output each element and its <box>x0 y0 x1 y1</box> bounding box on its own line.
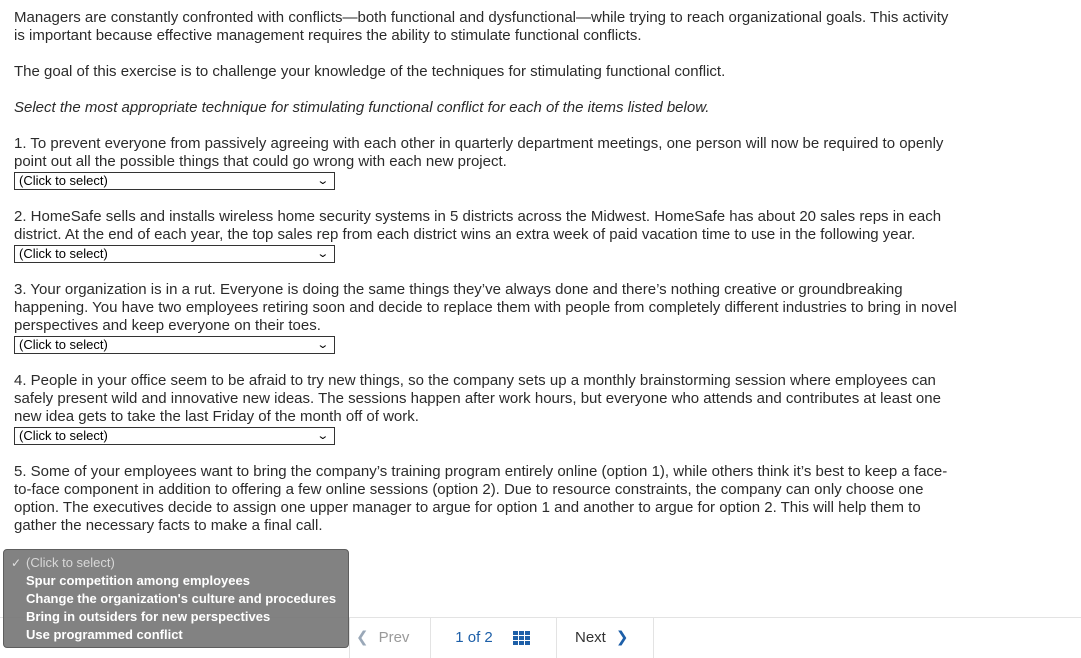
assignment-content <box>14 9 959 553</box>
chevron-down-icon: ⌄ <box>316 339 330 351</box>
grid-icon <box>513 631 531 645</box>
prev-button[interactable] <box>349 618 431 658</box>
check-icon: ✓ <box>11 556 22 570</box>
select-value: (Click to select) <box>19 246 108 261</box>
prev-label: Prev <box>378 629 410 646</box>
next-button[interactable] <box>557 618 654 658</box>
next-label: Next <box>575 629 606 646</box>
chevron-right-icon: ❯ <box>615 629 629 646</box>
page-number: 1 of 2 <box>455 629 493 646</box>
page-indicator[interactable] <box>430 618 557 658</box>
dropdown-option-programmed-conflict[interactable]: Use programmed conflict <box>26 627 183 642</box>
answer-select-1[interactable] <box>14 172 335 190</box>
chevron-down-icon: ⌄ <box>316 248 330 260</box>
instruction-text: Select the most appropriate technique for stimulating functional conflict for each of the items listed below. <box>14 99 710 116</box>
intro-paragraph: Managers are constantly confronted with conflicts—both functional and dysfunctional—while trying to reach organizational goals. This activity is important because effective management requires the ability to stimulate functional conflicts. <box>14 9 949 44</box>
question-4 <box>14 372 959 445</box>
chevron-down-icon: ⌄ <box>316 430 330 442</box>
question-text: 4. People in your office seem to be afraid to try new things, so the company sets up a monthly brainstorming session where employees can safely present wild and innovative new ideas. The sessions happen after work hours, but everyone who attends and contributes at least one new idea gets to take the last Friday of the month off of work. <box>14 372 941 425</box>
chevron-left-icon: ❮ <box>356 629 369 646</box>
question-5 <box>14 463 959 535</box>
select-value: (Click to select) <box>19 173 108 188</box>
answer-select-4[interactable] <box>14 427 335 445</box>
technique-dropdown-menu <box>3 549 349 648</box>
answer-select-3[interactable] <box>14 336 335 354</box>
question-3 <box>14 281 959 354</box>
question-1 <box>14 135 959 190</box>
dropdown-option-spur-competition[interactable]: Spur competition among employees <box>26 573 250 588</box>
question-text: 5. Some of your employees want to bring the company’s training program entirely online (option 1), while others think it’s best to keep a face-to-face component in addition to offering a few online sessions (option 2). Due to resource constraints, the company can only choose one option. The executives decide to assign one upper manager to argue for option 1 and another to argue for option 2. This will help them to gather the necessary facts to make a final call. <box>14 463 948 534</box>
answer-select-2[interactable] <box>14 245 335 263</box>
goal-paragraph: The goal of this exercise is to challenge your knowledge of the techniques for stimulating functional conflict. <box>14 63 726 80</box>
question-text: 2. HomeSafe sells and installs wireless home security systems in 5 districts across the Midwest. HomeSafe has about 20 sales reps in each district. At the end of each year, the top sales rep from each district wins an extra week of paid vacation time to use in the following year. <box>14 208 942 243</box>
dropdown-option-change-culture[interactable]: Change the organization's culture and procedures <box>26 591 337 606</box>
select-value: (Click to select) <box>19 337 108 352</box>
question-text: 3. Your organization is in a rut. Everyone is doing the same things they’ve always done and there’s nothing creative or groundbreaking happening. You have two employees retiring soon and decide to replace them with people from completely different industries to bring in novel perspectives and keep everyone on their toes. <box>14 281 957 334</box>
dropdown-option-bring-outsiders[interactable]: Bring in outsiders for new perspectives <box>26 609 271 624</box>
question-2 <box>14 208 959 263</box>
dropdown-option-placeholder[interactable]: ✓ (Click to select) <box>11 555 115 570</box>
select-value: (Click to select) <box>19 428 108 443</box>
question-text: 1. To prevent everyone from passively agreeing with each other in quarterly department meetings, one person will now be required to openly point out all the possible things that could go wrong with each new project. <box>14 135 944 170</box>
chevron-down-icon: ⌄ <box>316 175 330 187</box>
